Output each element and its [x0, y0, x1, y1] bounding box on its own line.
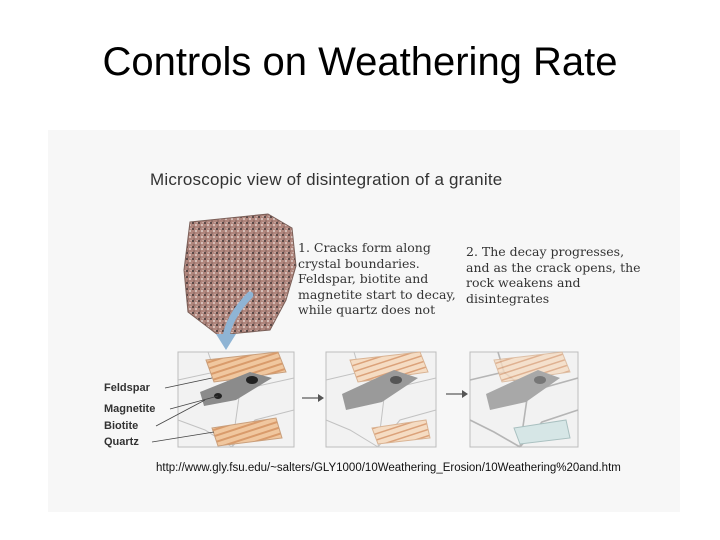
panel-2	[326, 352, 436, 447]
step-1-text: 1. Cracks form along crystal boundaries. Feldspar, biotite and magnetite start to decay, while quartz does not	[298, 240, 456, 317]
panel-3	[470, 352, 578, 447]
step-2-text: 2. The decay progresses, and as the crack opens, the rock weakens and disintegrates	[466, 244, 641, 306]
label-quartz: Quartz	[104, 436, 139, 448]
label-biotite: Biotite	[104, 420, 139, 432]
panel-1	[178, 352, 294, 447]
slide-title: Controls on Weathering Rate	[102, 40, 618, 84]
label-magnetite: Magnetite	[104, 403, 156, 415]
source-url: http://www.gly.fsu.edu/~salters/GLY1000/10Weathering_Erosion/10Weathering%20and.htm	[156, 462, 621, 474]
granite-sample	[184, 214, 296, 335]
label-feldspar: Feldspar	[104, 382, 150, 394]
figure-heading: Microscopic view of disintegration of a granite	[150, 170, 503, 189]
